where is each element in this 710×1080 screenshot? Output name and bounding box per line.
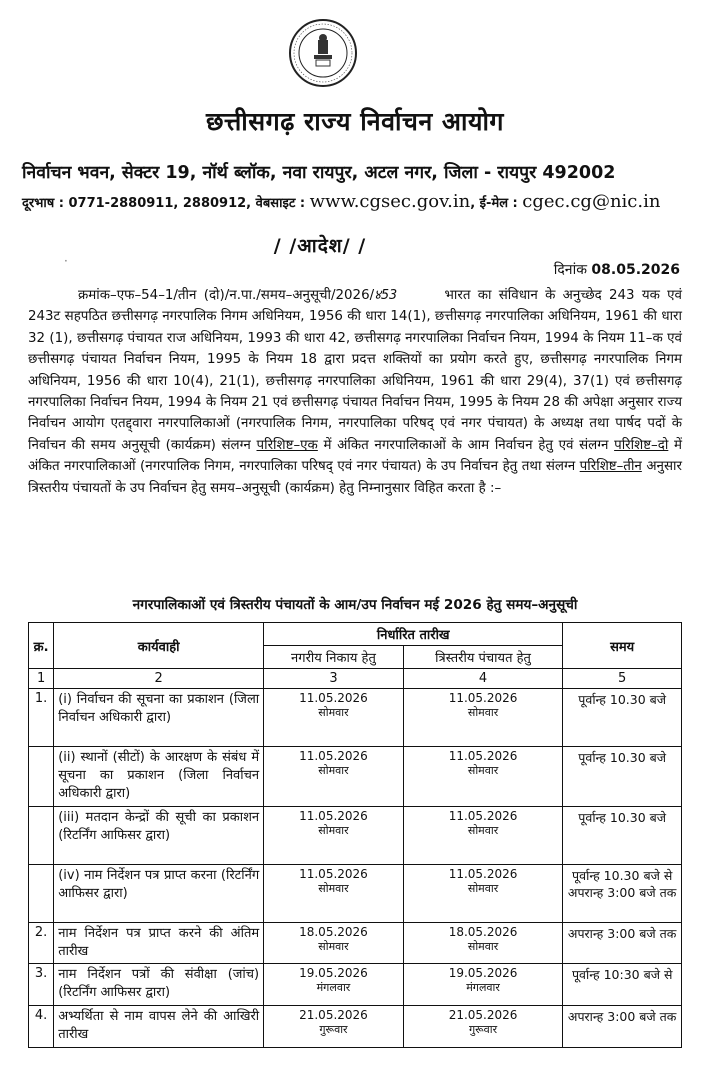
header-urban: नगरीय निकाय हेतु <box>264 646 404 669</box>
panchayat-date: 11.05.2026 <box>448 867 518 881</box>
schedule-table <box>28 622 682 1048</box>
schedule-title: नगरपालिकाओं एवं त्रिस्तरीय पंचायतों के आम/उप निर्वाचन मई 2026 हेतु समय–अनुसूची <box>132 597 578 613</box>
header-serial: क्र. <box>29 623 54 669</box>
row-serial: 1. <box>29 689 54 747</box>
col-number: 5 <box>563 669 682 689</box>
row-action: (ii) स्थानों (सीटों) के आरक्षण के संबंध में सूचना का प्रकाशन (जिला निर्वाचन अधिकारी द्वारा) <box>54 747 264 807</box>
row-serial <box>29 807 54 865</box>
col-number: 3 <box>264 669 404 689</box>
urban-day: सोमवार <box>318 706 349 719</box>
col-number: 4 <box>403 669 563 689</box>
row-time: अपरान्ह 3:00 बजे तक <box>563 923 682 964</box>
table-row <box>29 1006 682 1048</box>
state-election-commission-seal <box>288 18 358 88</box>
table-row <box>29 747 682 807</box>
row-serial <box>29 865 54 923</box>
header-fixed-date: निर्धारित तारीख <box>264 623 563 646</box>
row-action: (iv) नाम निर्देशन पत्र प्राप्त करना (रिटर्निंग आफिसर द्वारा) <box>54 865 264 923</box>
urban-date: 11.05.2026 <box>299 691 368 705</box>
row-serial: 4. <box>29 1006 54 1048</box>
col-number: 1 <box>29 669 54 689</box>
row-time: अपरान्ह 3:00 बजे तक <box>563 1006 682 1048</box>
header-action: कार्यवाही <box>54 623 264 669</box>
row-action: अभ्यर्थिता से नाम वापस लेने की आखिरी तारीख <box>54 1006 264 1048</box>
reference-number: क्रमांक–एफ–54–1/तीन (दो)/न.पा./समय–अनुसूची/2026/ <box>78 288 375 303</box>
panchayat-day: गुरूवार <box>468 1023 498 1036</box>
urban-day: मंगलवार <box>316 981 351 994</box>
reference-tail: भारत का संविधान <box>444 288 538 303</box>
table-row <box>29 865 682 923</box>
email-link[interactable]: cgec.cg@nic.in <box>522 191 661 212</box>
urban-day: सोमवार <box>318 940 349 953</box>
stray-mark: · <box>64 254 68 268</box>
panchayat-date: 11.05.2026 <box>448 809 518 823</box>
annexure-2: परिशिष्ट–दो <box>614 437 669 453</box>
row-time: पूर्वान्ह 10.30 बजे <box>563 807 682 865</box>
date-label: दिनांक <box>553 262 587 278</box>
panchayat-date: 19.05.2026 <box>448 966 518 980</box>
urban-date: 19.05.2026 <box>299 966 368 980</box>
order-body-part-3: में अंकित नगरपालिकाओं (नगरपालिक निगम, नगरपालिका परिषद् एवं नगर पंचायत) के उप निर्वाचन हेतु तथा संलग्न <box>28 437 682 475</box>
table-row <box>29 964 682 1006</box>
panchayat-date: 21.05.2026 <box>448 1008 518 1022</box>
date-value: 08.05.2026 <box>591 262 680 278</box>
organization-title: छत्तीसगढ़ राज्य निर्वाचन आयोग <box>205 107 504 136</box>
panchayat-date: 18.05.2026 <box>448 925 518 939</box>
urban-day: गुरूवार <box>319 1023 348 1036</box>
annexure-3: परिशिष्ट–तीन <box>579 459 642 475</box>
panchayat-day: सोमवार <box>467 706 499 719</box>
row-action: नाम निर्देशन पत्रों की संवीक्षा (जांच) (रिटर्निंग आफिसर द्वारा) <box>54 964 264 1006</box>
row-time: पूर्वान्ह 10.30 बजे <box>563 689 682 747</box>
order-body-part-4: अनुसार त्रिस्तरीय पंचायतों के उप निर्वाचन हेतु समय–अनुसूची (कार्यक्रम) हेतु निम्नानुसार विहित करता है :– <box>28 459 682 496</box>
order-body-part-2: में अंकित नगरपालिकाओं के आम निर्वाचन हेतु एवं संलग्न <box>323 437 609 453</box>
header-panchayat: त्रिस्तरीय पंचायत हेतु <box>403 646 563 669</box>
order-heading: / /आदेश/ / <box>273 235 367 257</box>
urban-day: सोमवार <box>318 764 349 777</box>
urban-date: 21.05.2026 <box>299 1008 368 1022</box>
office-address: निर्वाचन भवन, सेक्टर 19, नॉर्थ ब्लॉक, नवा रायपुर, अटल नगर, जिला - रायपुर 492002 <box>22 163 616 183</box>
panchayat-date: 11.05.2026 <box>448 749 518 763</box>
row-action: नाम निर्देशन पत्र प्राप्त करने की अंतिम तारीख <box>54 923 264 964</box>
row-serial: 3. <box>29 964 54 1006</box>
col-number: 2 <box>54 669 264 689</box>
urban-day: सोमवार <box>318 824 349 837</box>
reference-handwritten-number: ४53 <box>374 288 398 303</box>
urban-date: 18.05.2026 <box>299 925 368 939</box>
row-action: (i) निर्वाचन की सूचना का प्रकाशन (जिला निर्वाचन अधिकारी द्वारा) <box>54 689 264 747</box>
phone-label: दूरभाष : 0771-2880911, 2880912, वेबसाइट : <box>22 196 310 211</box>
order-body <box>28 285 682 499</box>
table-row <box>29 923 682 964</box>
urban-date: 11.05.2026 <box>299 867 368 881</box>
panchayat-day: सोमवार <box>467 940 499 953</box>
row-serial <box>29 747 54 807</box>
panchayat-day: सोमवार <box>467 824 499 837</box>
row-action: (iii) मतदान केन्द्रों की सूची का प्रकाशन (रिटर्निंग आफिसर द्वारा) <box>54 807 264 865</box>
table-row <box>29 689 682 747</box>
panchayat-day: सोमवार <box>467 764 499 777</box>
panchayat-day: मंगलवार <box>466 981 500 994</box>
row-time: पूर्वान्ह 10:30 बजे से <box>563 964 682 1006</box>
header-time: समय <box>563 623 682 669</box>
order-body-part-1: के अनुच्छेद 243 यक एवं 243ट सहपठित छत्तीसगढ़ नगरपालिक निगम अधिनियम, 1956 की धारा 14(1), छत्तीसगढ़ नगरपालिका अधिनियम, 1961 की धारा 32 (1), छत्तीसगढ़ पंचायत राज अधिनियम, 1993 की धारा 42, छत्तीसगढ़ नगरपालिका निर्वाचन नियम, 1994 के नियम 11–क एवं छत्तीसगढ़ पंचायत निर्वाचन नियम, 1995 के नियम 18 द्वारा प्रदत्त शक्तियों का प्रयोग करते हुए, छत्तीसगढ़ नगरपालिक निगम अधिनियम, 1956 की धारा 10(4), 21(1), छत्तीसगढ़ नगरपालिका अधिनियम, 1961 की धारा 29(4), 37(1) एवं छत्तीसगढ़ नगरपालिका निर्वाचन नियम, 1994 के नियम 21 एवं छत्तीसगढ़ पंचायत निर्वाचन नियम, 1995 के नियम 28 की अपेक्षा अनुसार राज्य निर्वाचन आयोग एतद्द्वारा नगरपालिकाओं (नगरपालिक निगम, नगरपालिका परिषद् एवं नगर पंचायत) के अध्यक्ष तथा पार्षद पदों के निर्वाचन की समय अनुसूची (कार्यक्रम) संलग्न <box>28 288 682 453</box>
table-row <box>29 807 682 865</box>
annexure-1: परिशिष्ट–एक <box>256 437 318 453</box>
email-label: , ई-मेल : <box>470 196 523 211</box>
contact-line <box>22 191 660 212</box>
row-serial: 2. <box>29 923 54 964</box>
urban-date: 11.05.2026 <box>299 749 368 763</box>
panchayat-date: 11.05.2026 <box>448 691 518 705</box>
panchayat-day: सोमवार <box>467 882 499 895</box>
urban-date: 11.05.2026 <box>299 809 368 823</box>
row-time: पूर्वान्ह 10.30 बजे से अपरान्ह 3:00 बजे तक <box>563 865 682 923</box>
row-time: पूर्वान्ह 10.30 बजे <box>563 747 682 807</box>
website-link[interactable]: www.cgsec.gov.in <box>309 191 471 212</box>
order-date <box>554 260 680 279</box>
urban-day: सोमवार <box>318 882 349 895</box>
